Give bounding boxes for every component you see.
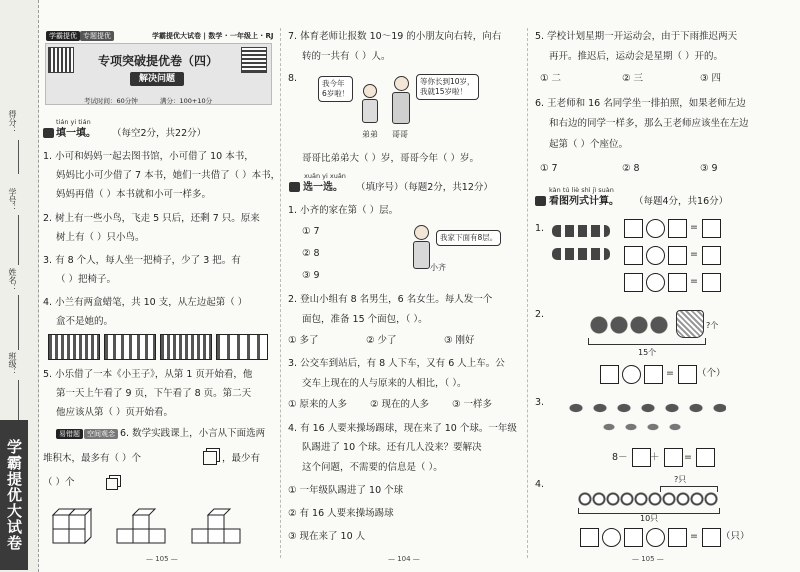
g2-watermelons — [590, 316, 670, 334]
c5-opt1[interactable]: ① 二 — [540, 73, 562, 84]
q6-tag-space: 空间观念 — [84, 429, 118, 439]
c2-opt2[interactable]: ② 少了 — [366, 335, 397, 346]
g3-label: 3. — [535, 397, 545, 408]
section3-pinyin: kàn tú liè shì jì suàn — [549, 186, 614, 194]
g3-birds — [566, 400, 726, 416]
q6-line1: 6. 数学实践课上，小言从下面选两 — [120, 428, 266, 439]
basket-icon — [676, 310, 704, 338]
section2-title: 选一选。 — [303, 182, 343, 193]
crayon-box-3 — [160, 334, 212, 360]
g4-box2[interactable] — [624, 528, 643, 547]
c6-opt3[interactable]: ③ 9 — [700, 163, 718, 174]
c6-line3: 起第（ ）个座位。 — [549, 139, 629, 150]
c1-line1: 1. 小齐的家在第（ ）层。 — [288, 205, 399, 216]
g2-op1[interactable] — [622, 365, 641, 384]
q8-line1: 哥哥比弟弟大（ ）岁，哥哥今年（ ）岁。 — [302, 153, 480, 164]
g2-box1[interactable] — [600, 365, 619, 384]
brand-vertical: 学霸提优大试卷 — [0, 420, 28, 570]
g3-eq: = — [684, 452, 692, 463]
c5-line2: 再开。推迟后，运动会是星期（ ）开的。 — [549, 51, 724, 62]
q5-line3: 他应该从第（ ）页开始看。 — [56, 407, 174, 418]
q6-line2: 堆积木，最多有（ ）个 — [43, 453, 142, 464]
q3-line2: （ ）把椅子。 — [56, 274, 117, 285]
q8-bubble-older-line1: 等你长到10岁， — [420, 77, 475, 86]
g4-label: 4. — [535, 479, 545, 490]
q8-bubble-older — [416, 74, 479, 100]
crayon-box-1 — [48, 334, 100, 360]
younger-brother-figure — [362, 84, 378, 124]
g1-eggplant-row2 — [552, 248, 610, 260]
q3-line1: 3. 有 8 个人，每人坐一把椅子，少了 3 把。有 — [43, 255, 241, 266]
series-tag-a: 学霸提优 — [46, 31, 80, 41]
older-brother-figure — [392, 76, 410, 124]
c5-opt2[interactable]: ② 三 — [622, 73, 644, 84]
g2-eq: = — [666, 368, 674, 379]
c2-opt3[interactable]: ③ 刚好 — [444, 335, 475, 346]
q6-line2b: ，最少有 — [222, 453, 261, 464]
calculator-icon — [535, 196, 546, 206]
cube-icon — [203, 451, 217, 465]
q4-line1: 4. 小兰有两盒蜡笔，共 10 支，从左边起第（ ） — [43, 297, 248, 308]
c2-opt1[interactable]: ① 多了 — [288, 335, 319, 346]
g1-box6[interactable] — [702, 246, 721, 265]
course-info: 学霸提优大试卷 | 数学 · 一年级上 · RJ — [152, 32, 274, 40]
g1-op2[interactable] — [646, 246, 665, 265]
c4-opt3[interactable]: ③ 现在来了 10 人 — [288, 531, 366, 542]
c4-line1: 4. 有 16 人要来操场踢球，现在来了 10 个球。一年级 — [288, 423, 517, 434]
q7-line1: 7. 体育老师让报数 10～19 的小朋友向右转，向右 — [288, 31, 502, 42]
q1-line3: 妈妈再借（ ）本书就和小可一样多。 — [56, 189, 212, 200]
section2-pinyin: xuǎn yi xuǎn — [304, 172, 346, 180]
exam-time: 考试时间：60分钟 — [84, 97, 138, 105]
column-divider-2 — [527, 28, 528, 558]
c6-opt1[interactable]: ① 7 — [540, 163, 558, 174]
c4-opt1[interactable]: ① 一年级队踢进了 10 个球 — [288, 485, 404, 496]
c6-line1: 6. 王老师和 16 名同学坐一排拍照，如果老师左边 — [535, 98, 746, 109]
c3-opt1[interactable]: ① 原来的人多 — [288, 399, 348, 410]
g4-total: 10只 — [640, 514, 659, 523]
crayon-box-4 — [216, 334, 268, 360]
g3-plus: ＋ — [650, 452, 660, 463]
paper-title: 专项突破提优卷（四） — [97, 54, 218, 68]
c3-line1: 3. 公交车到站后，有 8 人下车，又有 6 人上车。公 — [288, 358, 505, 369]
g1-box3[interactable] — [702, 219, 721, 238]
q8-bubble-younger — [318, 76, 353, 102]
q5-line2: 第一天上午看了 9 页，下午看了 8 页。第二天 — [56, 388, 252, 399]
page-number-1: — 105 — — [146, 555, 178, 563]
g1-op1[interactable] — [646, 219, 665, 238]
g1-box9[interactable] — [702, 273, 721, 292]
g1-op3[interactable] — [646, 273, 665, 292]
q6-tag-error: 易错题 — [56, 429, 83, 439]
g3-box3[interactable] — [696, 448, 715, 467]
g4-unit: （只） — [721, 531, 750, 542]
pencil-icon — [43, 128, 54, 138]
g1-box4[interactable] — [624, 246, 643, 265]
c4-line2: 队踢进了 10 个球。还有几人没来？要解决 — [302, 442, 482, 453]
section1-title: 填一填。 — [56, 128, 96, 139]
c1-opt3[interactable]: ③ 9 — [302, 270, 320, 281]
g3-prefix: 8－ — [612, 452, 628, 463]
xiaoqi-figure — [412, 225, 430, 269]
g3-bird-group-lower — [600, 420, 690, 434]
g2-bracket — [588, 338, 706, 345]
full-score: 满分：100+10分 — [160, 97, 213, 105]
g2-unit: （个） — [697, 368, 726, 379]
g1-eq2: = — [690, 249, 698, 260]
q5-line1: 5. 小乐借了一本《小王子》，从第 1 页开始看，他 — [43, 369, 253, 380]
q6-line3: （ ）个 — [43, 477, 75, 488]
c2-line2: 面包，准备 15 个面包，（ ）。 — [302, 314, 428, 325]
g3-box2[interactable] — [664, 448, 683, 467]
g4-box4[interactable] — [702, 528, 721, 547]
class-line — [18, 380, 19, 420]
g2-total: 15个 — [638, 348, 657, 357]
name-label: 姓名： — [8, 268, 17, 292]
column-divider-1 — [280, 28, 281, 558]
score-line — [18, 140, 19, 174]
q8-caption-older: 哥哥 — [392, 130, 408, 139]
g1-eggplant-row1 — [552, 225, 610, 237]
g1-box5[interactable] — [668, 246, 687, 265]
class-label: 班级： — [8, 352, 17, 376]
g3-box1[interactable] — [632, 448, 651, 467]
check-icon — [289, 182, 300, 192]
c3-opt2[interactable]: ② 现在的人多 — [370, 399, 430, 410]
section3-note: （每题4分，共16分） — [634, 196, 729, 207]
c3-opt3[interactable]: ③ 一样多 — [452, 399, 493, 410]
q8-caption-younger: 弟弟 — [362, 130, 378, 139]
c1-caption: 小齐 — [430, 263, 446, 272]
section3-title: 看图列式计算。 — [549, 196, 619, 207]
page-number-2: — 104 — — [388, 555, 420, 563]
c5-opt3[interactable]: ③ 四 — [700, 73, 722, 84]
q8-bubble-younger-line2: 6岁啦！ — [322, 89, 350, 98]
student-id-label: 学号： — [8, 188, 17, 212]
g4-op2[interactable] — [646, 528, 665, 547]
g4-box1[interactable] — [580, 528, 599, 547]
g4-question: ?只 — [674, 475, 687, 484]
g1-box1[interactable] — [624, 219, 643, 238]
g1-box7[interactable] — [624, 273, 643, 292]
c1-bubble: 我家下面有8层。 — [436, 230, 501, 246]
c6-line2: 和右边的同学一样多，那么王老师应该坐在左边 — [549, 118, 749, 129]
q1-line2: 妈妈比小可少借了 7 本书，她们一共借了（ ）本书， — [56, 170, 281, 181]
score-label: 得分： — [8, 110, 17, 134]
g1-box8[interactable] — [668, 273, 687, 292]
crayon-box-2 — [104, 334, 156, 360]
g2-question: ?个 — [706, 321, 719, 330]
c4-opt2[interactable]: ② 有 16 人要来操场踢球 — [288, 508, 394, 519]
subtitle-badge: 解决问题 — [130, 72, 184, 86]
c1-opt2[interactable]: ② 8 — [302, 248, 320, 259]
c5-line1: 5. 学校计划星期一开运动会，由于下雨推迟两天 — [535, 31, 738, 42]
g4-op1[interactable] — [602, 528, 621, 547]
g2-box3[interactable] — [678, 365, 697, 384]
series-tag-b: 专题提优 — [80, 31, 114, 41]
g1-eq1: = — [690, 222, 698, 233]
name-line — [18, 295, 19, 350]
c2-line1: 2. 登山小组有 8 名男生，6 名女生。每人发一个 — [288, 294, 493, 305]
c3-line2: 交车上现在的人与原来的人相比，（ ）。 — [302, 378, 467, 389]
g4-animals — [578, 492, 718, 506]
g1-eq3: = — [690, 276, 698, 287]
section1-note: （每空2分，共22分） — [112, 128, 207, 139]
g4-box3[interactable] — [668, 528, 687, 547]
g1-label: 1. — [535, 223, 545, 234]
page-number-3: — 105 — — [632, 555, 664, 563]
cube-icon-small — [106, 478, 118, 490]
q4-line2: 盒不是她的。 — [56, 316, 114, 327]
q2-line2: 树上有（ ）只小鸟。 — [56, 232, 145, 243]
g2-label: 2. — [535, 309, 545, 320]
q8-bubble-older-line2: 我就15岁啦！ — [420, 87, 468, 96]
c1-opt1[interactable]: ① 7 — [302, 226, 320, 237]
q2-line1: 2. 树上有一些小鸟，飞走 5 只后，还剩 7 只。原来 — [43, 213, 260, 224]
q7-line2: 转的一共有（ ）人。 — [302, 51, 391, 62]
g1-box2[interactable] — [668, 219, 687, 238]
g4-eq: = — [690, 531, 698, 542]
section1-pinyin: tián yi tián — [56, 118, 91, 126]
section2-note: （填序号）（每题2分，共12分） — [356, 182, 493, 193]
c4-line3: 这个问题，不需要的信息是（ ）。 — [302, 462, 443, 473]
block-stacks — [48, 500, 273, 545]
q1-line1: 1. 小可和妈妈一起去图书馆，小可借了 10 本书， — [43, 151, 254, 162]
g2-box2[interactable] — [644, 365, 663, 384]
q8-label: 8. — [288, 73, 298, 84]
q8-bubble-younger-line1: 我今年 — [322, 79, 345, 88]
c6-opt2[interactable]: ② 8 — [622, 163, 640, 174]
student-id-line — [18, 215, 19, 265]
